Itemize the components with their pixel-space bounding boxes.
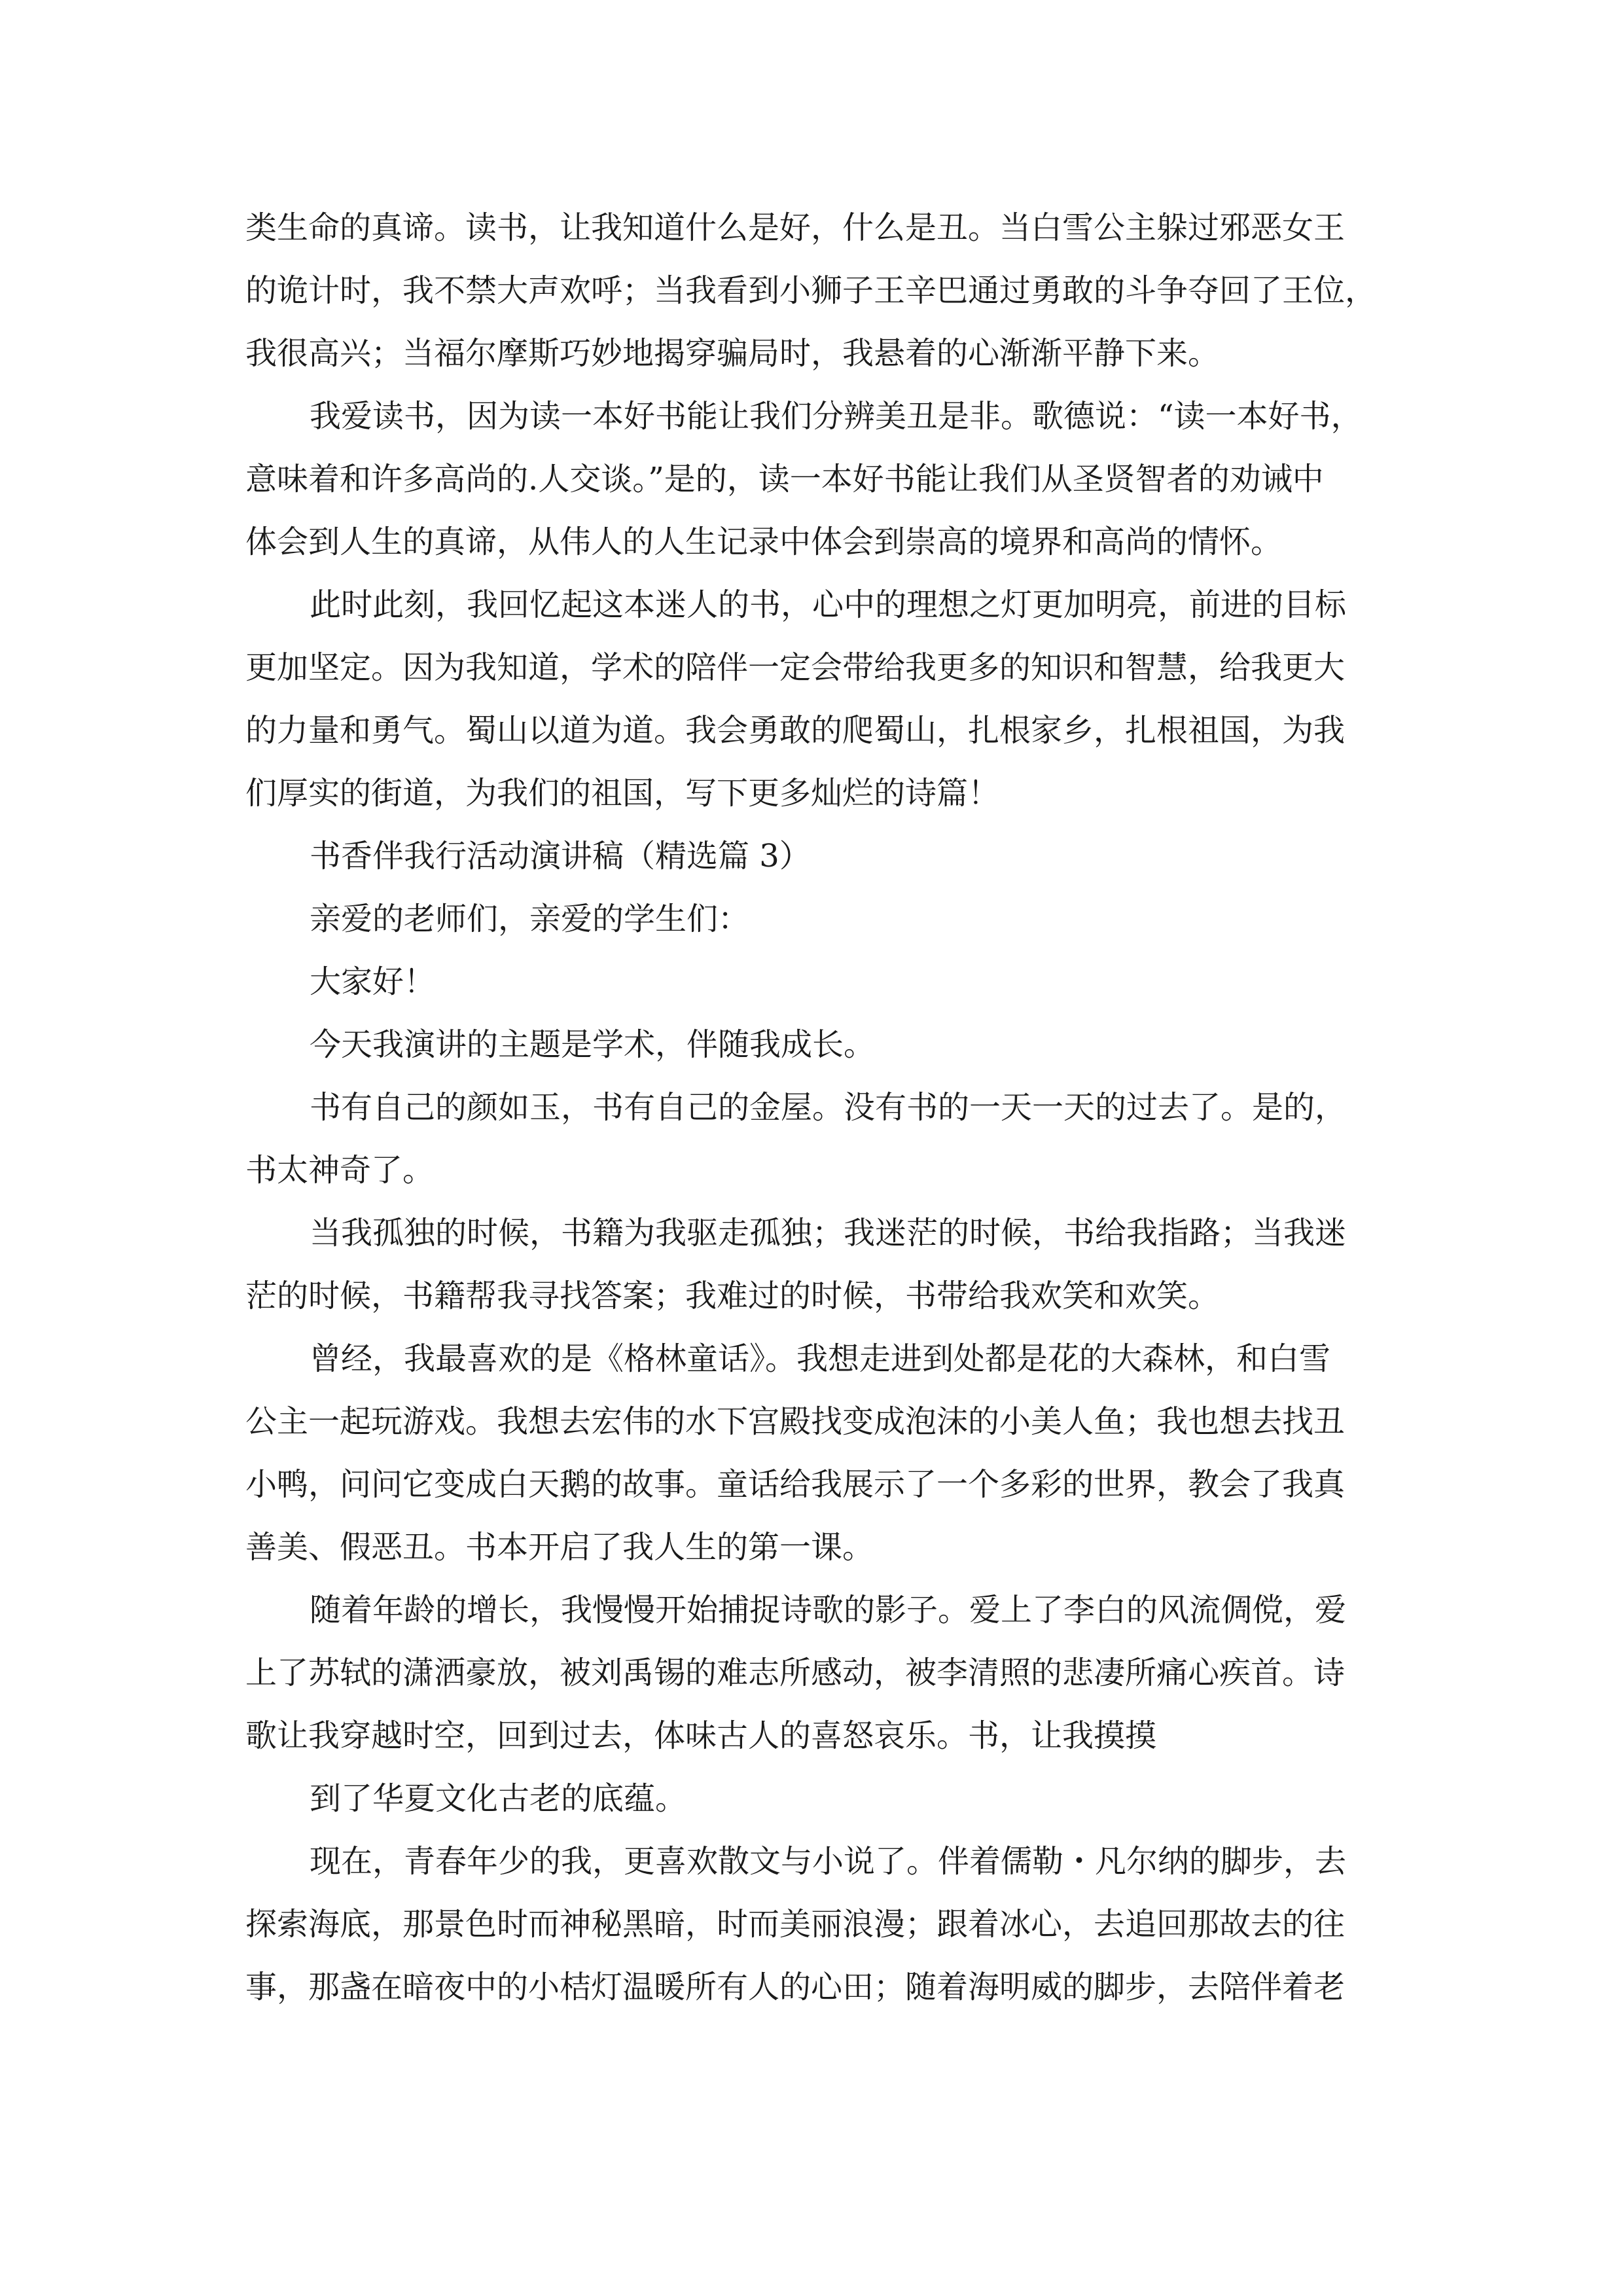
body-text: [245, 196, 1378, 2018]
text-line: 的力量和勇气。蜀山以道为道。我会勇敢的爬蜀山，扎根家乡，扎根祖国，为我: [245, 712, 1346, 749]
greeting: 大家好！: [310, 963, 436, 1000]
text-line: 更加坚定。因为我知道，学术的陪伴一定会带给我更多的知识和智慧，给我更大: [245, 649, 1346, 686]
text-line: 的诡计时，我不禁大声欢呼；当我看到小狮子王辛巴通过勇敢的斗争夺回了王位，: [245, 272, 1377, 309]
text-line: 善美、假恶丑。书本开启了我人生的第一课。: [245, 1529, 874, 1566]
text-line: 小鸭，问问它变成白天鹅的故事。童话给我展示了一个多彩的世界，教会了我真: [245, 1466, 1346, 1503]
text-line: 随着年龄的增长，我慢慢开始捕捉诗歌的影子。爱上了李白的风流倜傥，爱: [310, 1592, 1347, 1628]
text-line: 今天我演讲的主题是学术，伴随我成长。: [310, 1026, 876, 1063]
section-title: 书香伴我行活动演讲稿（精选篇 3）: [310, 838, 811, 874]
text-line: 事，那盏在暗夜中的小桔灯温暖所有人的心田；随着海明威的脚步，去陪伴着老: [245, 1969, 1346, 2005]
text-line: 意味着和许多高尚的.人交谈。”是的，读一本好书能让我们从圣贤智者的劝诫中: [245, 461, 1324, 497]
text-line: 公主一起玩游戏。我想去宏伟的水下宫殿找变成泡沫的小美人鱼；我也想去找丑: [245, 1403, 1346, 1440]
text-line: 类生命的真谛。读书，让我知道什么是好，什么是丑。当白雪公主躲过邪恶女王: [245, 209, 1346, 246]
text-line: 我爱读书，因为读一本好书能让我们分辨美丑是非。歌德说：“读一本好书，: [310, 398, 1363, 435]
text-line: 曾经，我最喜欢的是《格林童话》。我想走进到处都是花的大森林，和白雪: [310, 1340, 1331, 1377]
text-line: 上了苏轼的潇洒豪放，被刘禹锡的难志所感动，被李清照的悲凄所痛心疾首。诗: [245, 1655, 1346, 1691]
text-line: 书太神奇了。: [245, 1152, 435, 1189]
text-line: 此时此刻，我回忆起这本迷人的书，心中的理想之灯更加明亮，前进的目标: [310, 586, 1347, 623]
text-line: 到了华夏文化古老的底蕴。: [310, 1780, 687, 1817]
text-line: 现在，青春年少的我，更喜欢散文与小说了。伴着儒勒・凡尔纳的脚步，去: [310, 1843, 1347, 1880]
text-line: 们厚实的街道，为我们的祖国，写下更多灿烂的诗篇！: [245, 775, 1000, 812]
text-line: 体会到人生的真谛，从伟人的人生记录中体会到崇高的境界和高尚的情怀。: [245, 524, 1283, 560]
text-line: 我很高兴；当福尔摩斯巧妙地揭穿骗局时，我悬着的心渐渐平静下来。: [245, 335, 1220, 372]
text-line: 探索海底，那景色时而神秘黑暗，时而美丽浪漫；跟着冰心，去追回那故去的往: [245, 1906, 1346, 1943]
text-line: 书有自己的颜如玉，书有自己的金屋。没有书的一天一天的过去了。是的，: [310, 1089, 1347, 1126]
salutation: 亲爱的老师们，亲爱的学生们：: [310, 901, 750, 937]
text-line: 当我孤独的时候，书籍为我驱走孤独；我迷茫的时候，书给我指路；当我迷: [310, 1215, 1347, 1251]
text-line: 茫的时候，书籍帮我寻找答案；我难过的时候，书带给我欢笑和欢笑。: [245, 1278, 1220, 1314]
text-line: 歌让我穿越时空，回到过去，体味古人的喜怒哀乐。书，让我摸摸: [245, 1717, 1157, 1754]
